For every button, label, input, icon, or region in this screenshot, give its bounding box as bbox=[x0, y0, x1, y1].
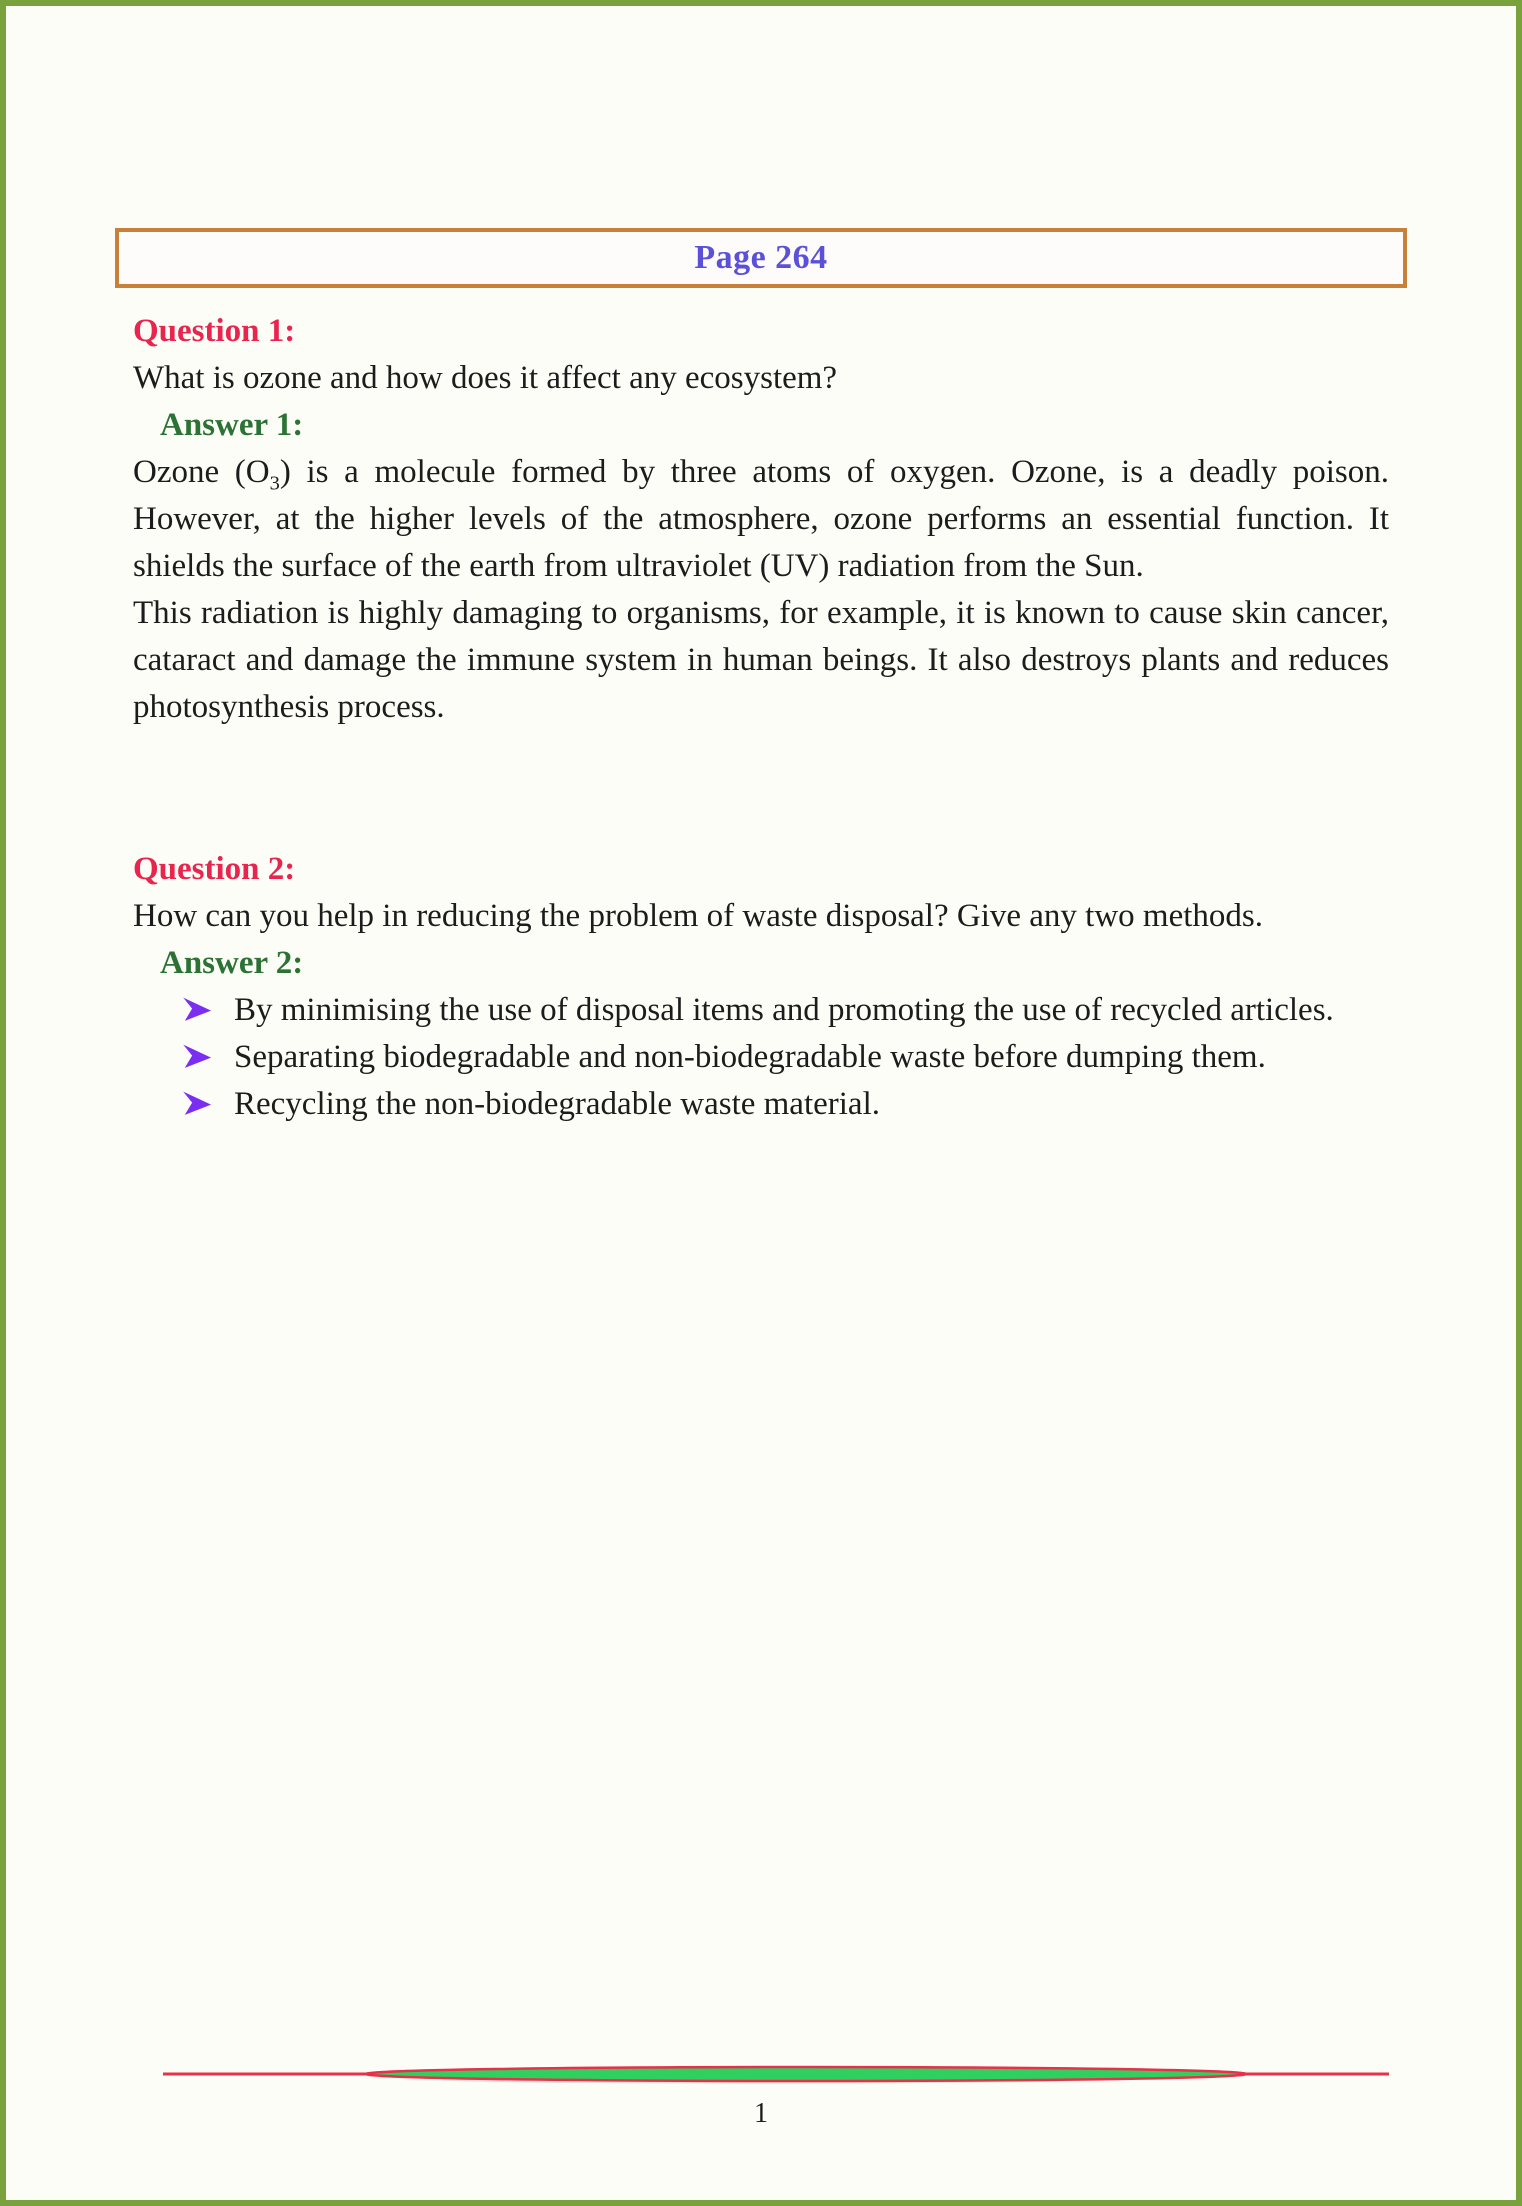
question-2-text: How can you help in reducing the problem of waste disposal? Give any two methods. bbox=[133, 898, 1263, 934]
answer-1-paragraph-1 bbox=[133, 449, 1389, 590]
bullet-text: Recycling the non-biodegradable waste material. bbox=[234, 1086, 880, 1122]
page-title: Page 264 bbox=[694, 239, 828, 276]
list-item bbox=[180, 1034, 1389, 1081]
answer-2-label: Answer 2: bbox=[160, 945, 304, 981]
question-1-label: Question 1: bbox=[133, 313, 296, 349]
answer-1-paragraph-2: This radiation is highly damaging to organisms, for example, it is known to cause skin cancer, cataract and damage the immune system in human beings. It also destroys plants and reduces photosynthesis process. bbox=[133, 595, 1389, 725]
question-1-text: What is ozone and how does it affect any ecosystem? bbox=[133, 360, 838, 396]
list-item bbox=[180, 987, 1389, 1034]
page-content bbox=[133, 308, 1389, 1128]
answer-2-bullet-list bbox=[133, 987, 1389, 1128]
arrow-bullet-icon bbox=[180, 1034, 234, 1071]
subscript-3: 3 bbox=[269, 472, 280, 495]
answer-1-label: Answer 1: bbox=[160, 407, 304, 443]
paragraph-text: ) is a molecule formed by three atoms of oxygen. Ozone, is a deadly poison. However, at the higher levels of the atmosphere, ozone performs an essential function. It shields the surface of the earth from ultraviolet (UV) radiation from the Sun. bbox=[133, 454, 1389, 584]
bullet-text: Separating biodegradable and non-biodegradable waste before dumping them. bbox=[234, 1039, 1266, 1075]
arrow-bullet-icon bbox=[180, 987, 234, 1024]
page-number: 1 bbox=[754, 2098, 768, 2129]
paragraph-text: Ozone (O bbox=[133, 454, 270, 490]
list-item bbox=[180, 1081, 1389, 1128]
page-header-box bbox=[115, 228, 1407, 288]
divider-lens bbox=[366, 2067, 1246, 2081]
bullet-text: By minimising the use of disposal items and promoting the use of recycled articles. bbox=[234, 992, 1334, 1028]
arrow-bullet-icon bbox=[180, 1081, 234, 1118]
decorative-divider bbox=[161, 2064, 1391, 2090]
question-2-label: Question 2: bbox=[133, 851, 296, 887]
